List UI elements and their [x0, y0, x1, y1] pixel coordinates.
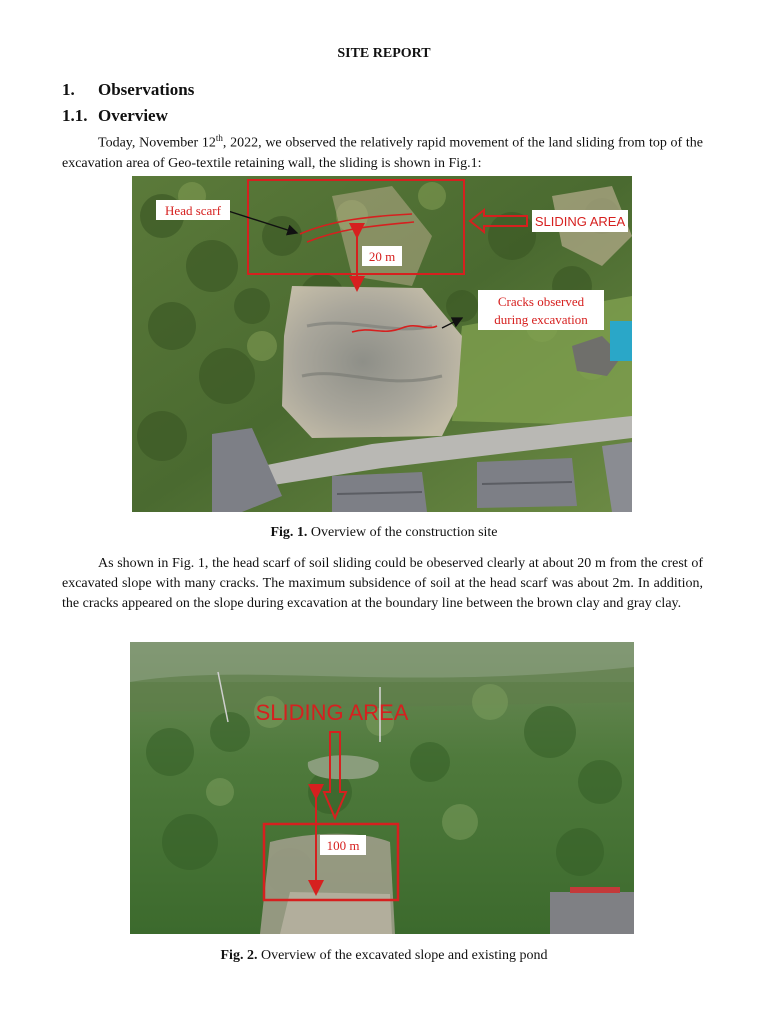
subsection-number: 1.1.	[62, 106, 88, 125]
intro-text-end: , 2022, we observed the relatively rapid movement of the land sliding from top of the excavation area of Geo-textile retaining wall, the sliding is shown in Fig.1:	[62, 135, 704, 171]
fig1-sliding-area-label: SLIDING AREA	[534, 214, 626, 229]
fig1-cracks-label-line1: Cracks observed	[497, 294, 585, 309]
paragraph-analysis: As shown in Fig. 1, the head scarf of soil sliding could be obeserved clearly at about 20 m from the crest of excavated slope with many cracks. The maximum subsidence of soil at the head scarf was about 2m. In addition, the cracks appeared on the slope during excavation at the boundary line between the brown clay and gray clay.	[62, 556, 703, 611]
figure-1-caption	[0, 525, 768, 541]
subsection-title: Overview	[98, 106, 168, 125]
figure-2-caption-label: Fig. 2.	[220, 948, 258, 963]
intro-text-sup: th	[215, 133, 223, 143]
fig1-distance-label: 20 m	[368, 249, 396, 264]
fig2-sliding-area-label: SLIDING AREA	[255, 700, 409, 725]
intro-text-start: Today, November 12	[98, 135, 216, 151]
fig1-cracks-label-line2: during excavation	[494, 312, 588, 327]
figure-2-caption-text: Overview of the excavated slope and existing pond	[257, 948, 548, 963]
section-number: 1.	[62, 80, 75, 99]
section-heading	[62, 80, 194, 100]
figure-1-caption-text: Overview of the construction site	[307, 525, 498, 540]
figure-1-photo	[132, 176, 632, 512]
paragraph-intro	[62, 128, 703, 174]
figure-2-caption	[0, 948, 768, 964]
section-title: Observations	[98, 80, 195, 99]
figure-1-caption-label: Fig. 1.	[270, 525, 308, 540]
fig1-head-scarf-label: Head scarf	[165, 203, 221, 218]
figure-2-photo	[130, 642, 634, 934]
fig2-distance-label: 100 m	[326, 838, 360, 853]
subsection-heading	[62, 106, 168, 126]
report-title: SITE REPORT	[337, 46, 431, 61]
